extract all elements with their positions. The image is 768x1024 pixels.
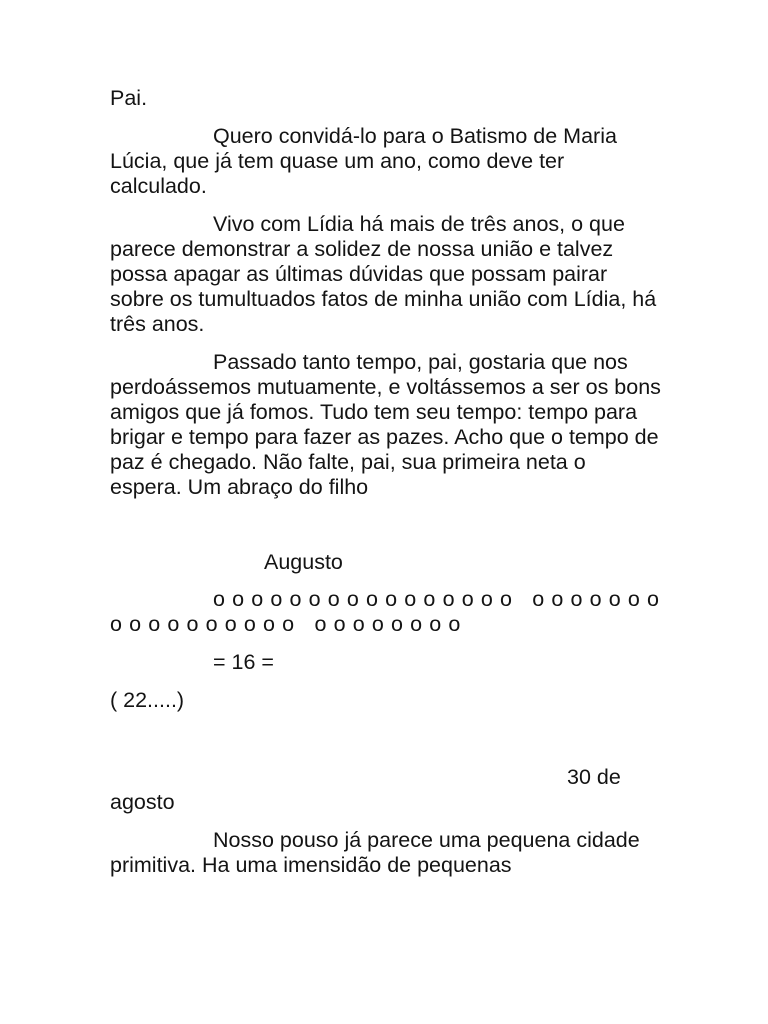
diary-paragraph-1: Nosso pouso já parece uma pequena cidade primitiva. Ha uma imensidão de pequenas [110,828,640,877]
diary-date: 30 de agosto [110,765,621,814]
letter-signature: Augusto [264,550,343,574]
document-page [110,86,667,891]
section-separator: o o o o o o o o o o o o o o o o o o o o o o o o o o o o o o o o o o o o o o o o o [110,587,667,636]
page-reference: ( 22.....) [110,688,185,712]
letter-paragraph-1: Quero convidá-lo para o Batismo de Maria Lúcia, que já tem quase um ano, como deve ter calculado. [110,124,617,198]
section-spacer-2 [110,726,662,765]
page-number: = 16 = [213,650,274,674]
letter-salutation: Pai. [110,86,148,110]
section-spacer [110,513,662,550]
letter-paragraph-3: Passado tanto tempo, pai, gostaria que nos perdoássemos mutuamente, e voltássemos a ser os bons amigos que já fomos. Tudo tem seu tempo: tempo para brigar e tempo para fazer as pazes. Acho que o tempo de paz é chegado. Não falte, pai, sua primeira neta o espera. Um abraço do filho [110,350,661,499]
letter-paragraph-2: Vivo com Lídia há mais de três anos, o que parece demonstrar a solidez de nossa união e talvez possa apagar as últimas dúvidas que possam pairar sobre os tumultuados fatos de minha união com Lídia, há três anos. [110,212,657,336]
